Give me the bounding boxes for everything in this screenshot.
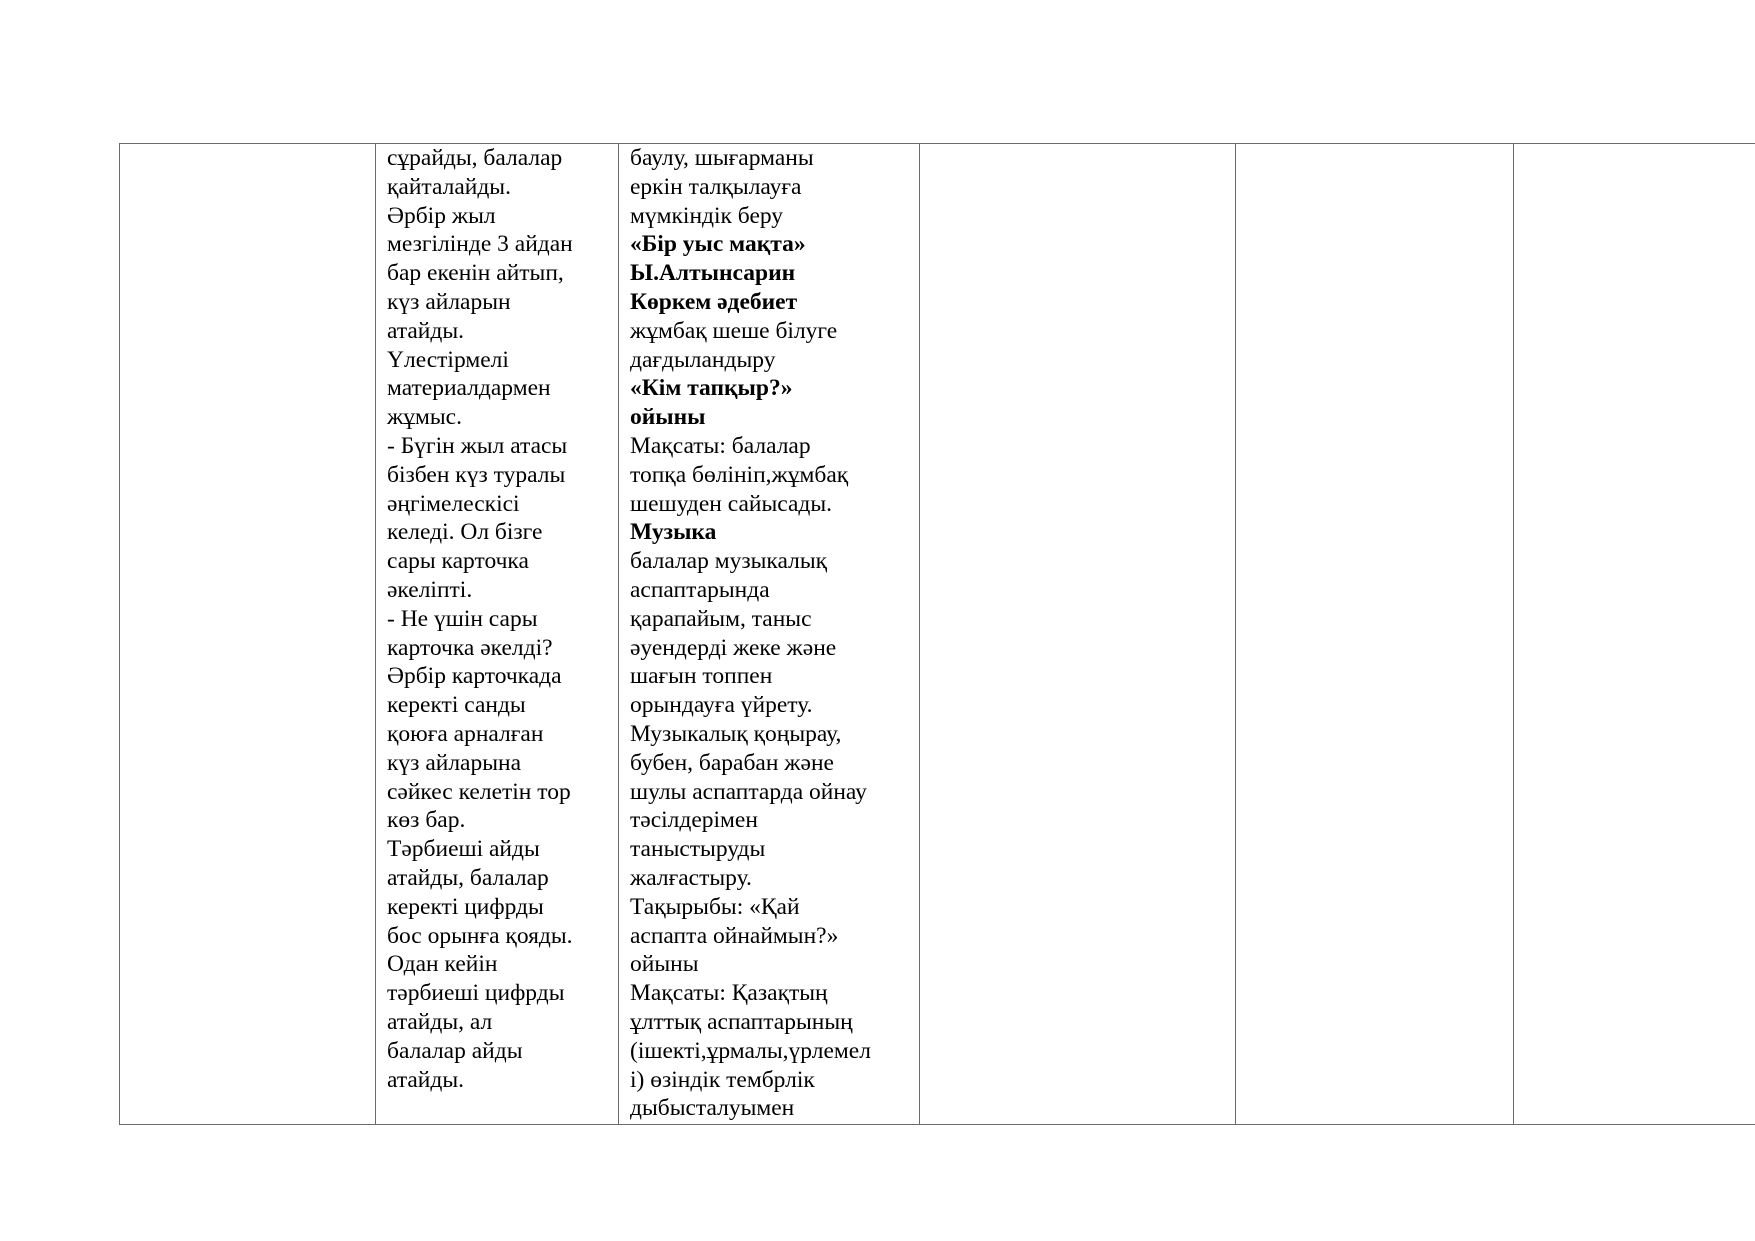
cell-text-line: мезгілінде 3 айдан bbox=[387, 231, 573, 258]
cell-text-line: сары карточка bbox=[387, 548, 529, 575]
cell-text-line: келеді. Ол бізге bbox=[387, 519, 543, 546]
cell-text-line: аспапта ойнаймын?» bbox=[630, 922, 839, 949]
cell-text-line: і) өзіндік тембрлік bbox=[630, 1066, 815, 1093]
cell-text-line: керекті цифрды bbox=[387, 893, 544, 920]
cell-text-line: күз айларына bbox=[387, 749, 522, 776]
cell-text-line: атайды. bbox=[387, 1066, 465, 1093]
table-cell-5 bbox=[1236, 144, 1514, 1125]
cell-text-line: Музыкалық қоңырау, bbox=[630, 720, 842, 747]
table-cell-3 bbox=[619, 144, 920, 1125]
cell-text-line: шешуден сайысады. bbox=[630, 490, 833, 517]
cell-text-line: қоюға арналған bbox=[387, 720, 544, 747]
cell-text-line: материалдармен bbox=[387, 375, 551, 402]
cell-text-line: Одан кейін bbox=[387, 951, 498, 978]
cell-text-line: жұмыс. bbox=[387, 404, 462, 431]
cell-text-line: топқа бөлініп,жұмбақ bbox=[630, 461, 849, 488]
story-title: «Бір уыс мақта» bbox=[630, 231, 806, 258]
table-cell-6 bbox=[1514, 144, 1755, 1125]
story-author: Ы.Алтынсарин bbox=[630, 260, 796, 287]
cell-text-line: таныстыруды bbox=[630, 836, 766, 863]
cell-text-line: әуендерді жеке және bbox=[630, 634, 837, 661]
cell-text-line: атайды, балалар bbox=[387, 864, 549, 891]
cell-text-line: орындауға үйрету. bbox=[630, 692, 813, 719]
plan-table bbox=[119, 143, 1755, 1125]
table-cell-1 bbox=[120, 144, 376, 1125]
table-cell-4 bbox=[920, 144, 1236, 1125]
cell-text-line: әкеліпті. bbox=[387, 576, 473, 603]
cell-text-line: Үлестірмелі bbox=[387, 346, 509, 373]
cell-text-line: Әрбір жыл bbox=[387, 202, 496, 229]
cell-text-line: баулу, шығарманы bbox=[630, 145, 814, 171]
table-cell-2 bbox=[376, 144, 619, 1125]
cell-text-line: жалғастыру. bbox=[630, 864, 752, 891]
table-row bbox=[120, 144, 1755, 1125]
cell-text-line: жұмбақ шеше білуге bbox=[630, 317, 838, 344]
cell-text-line: сәйкес келетін тор bbox=[387, 778, 571, 805]
cell-text-line: күз айларын bbox=[387, 288, 511, 315]
cell-text-line: (ішекті,ұрмалы,үрлемел bbox=[630, 1037, 871, 1064]
cell-text-line: атайды, ал bbox=[387, 1008, 493, 1035]
cell-text-line: - Не үшін сары bbox=[387, 605, 538, 632]
cell-text-line: балалар айды bbox=[387, 1037, 523, 1064]
cell-text-line: ұлттық аспаптарының bbox=[630, 1008, 853, 1035]
subject-heading-literature: Көркем әдебиет bbox=[630, 288, 798, 315]
cell-text-line: қайталайды. bbox=[387, 173, 511, 200]
cell-text-line: еркін талқылауға bbox=[630, 173, 802, 200]
cell-text-line: Әрбір карточкада bbox=[387, 663, 562, 690]
cell-text-line: - Бүгін жыл атасы bbox=[387, 432, 568, 459]
cell-text-line: бос орынға қояды. bbox=[387, 922, 573, 949]
subject-heading-music: Музыка bbox=[630, 519, 717, 546]
cell-text-line: керекті санды bbox=[387, 692, 526, 719]
cell-text-line: бар екенін айтып, bbox=[387, 260, 564, 287]
cell-text-line: ойыны bbox=[630, 951, 699, 978]
cell-text-line: атайды. bbox=[387, 317, 465, 344]
cell-text-line: көз бар. bbox=[387, 807, 466, 834]
cell-text-line: дағдыландыру bbox=[630, 346, 776, 373]
cell-text-line: шулы аспаптарда ойнау bbox=[630, 778, 867, 805]
cell-text-line: мүмкіндік беру bbox=[630, 202, 784, 229]
cell-text-line: Мақсаты: Қазақтың bbox=[630, 980, 828, 1007]
cell-text-line: бубен, барабан және bbox=[630, 749, 834, 776]
cell-text-line: әңгімелескісі bbox=[387, 490, 520, 517]
cell-text-line: тәрбиеші цифрды bbox=[387, 980, 565, 1007]
cell-text-line: Тақырыбы: «Қай bbox=[630, 893, 800, 920]
game-title: «Кім тапқыр?» bbox=[630, 375, 793, 402]
cell-text-line: шағын топпен bbox=[630, 663, 773, 690]
cell-text-line: дыбысталуымен bbox=[630, 1095, 795, 1122]
cell-text-line: балалар музыкалық bbox=[630, 548, 828, 575]
cell-text-line: Мақсаты: балалар bbox=[630, 432, 811, 459]
cell-text-line: аспаптарында bbox=[630, 576, 770, 603]
cell-text-line: сұрайды, балалар bbox=[387, 145, 563, 171]
cell-text-line: Тәрбиеші айды bbox=[387, 836, 540, 863]
cell-text-line: бізбен күз туралы bbox=[387, 461, 566, 488]
cell-text-line: карточка әкелді? bbox=[387, 634, 553, 661]
cell-text-line: тәсілдерімен bbox=[630, 807, 758, 834]
game-title-suffix: ойыны bbox=[630, 404, 706, 431]
cell-text-line: қарапайым, таныс bbox=[630, 605, 812, 632]
